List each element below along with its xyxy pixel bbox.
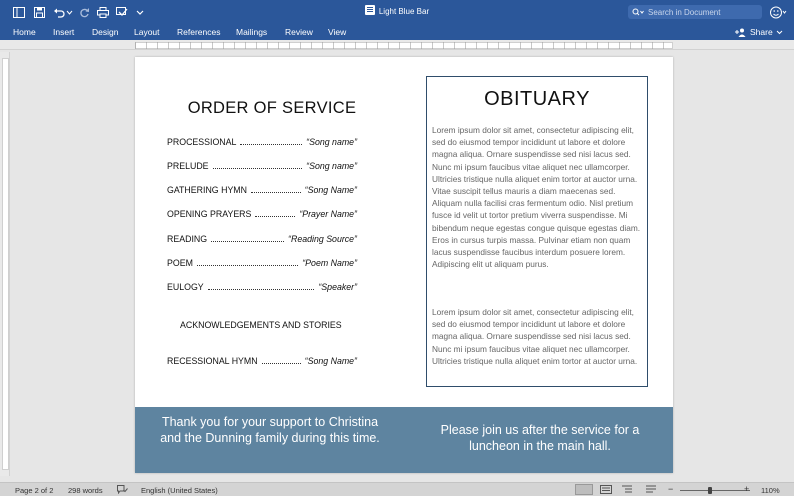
order-of-service-title: ORDER OF SERVICE: [187, 99, 357, 117]
service-item-value: “Song name”: [306, 137, 357, 147]
zoom-in-icon[interactable]: +: [744, 484, 750, 494]
add-person-icon: [735, 28, 747, 37]
title-bar: [0, 0, 794, 24]
service-item-value: “Poem Name”: [302, 258, 357, 268]
service-item: [167, 282, 357, 294]
service-item-value: “Prayer Name”: [299, 209, 357, 219]
service-item-value: “Speaker”: [318, 282, 357, 292]
feedback-smiley-icon[interactable]: [770, 5, 788, 19]
service-item-label: PROCESSIONAL: [167, 137, 237, 147]
search-box[interactable]: [628, 5, 762, 19]
vertical-ruler-active-area: [2, 58, 9, 470]
service-item-label: RECESSIONAL HYMN: [167, 356, 258, 366]
leader-dots: [211, 235, 284, 242]
word-count[interactable]: 298 words: [68, 486, 103, 495]
service-item: [167, 137, 357, 149]
leader-dots: [262, 357, 301, 364]
chevron-down-icon: [776, 29, 783, 35]
service-item-label: EULOGY: [167, 282, 204, 292]
obituary-box: [426, 76, 648, 387]
leader-dots: [255, 210, 295, 217]
search-icon: [632, 8, 644, 17]
tab-layout[interactable]: Layout: [134, 27, 160, 37]
service-item: [167, 209, 357, 221]
tab-view[interactable]: View: [328, 27, 347, 37]
proofing-icon[interactable]: [117, 485, 128, 496]
service-item-value: “Song name”: [306, 161, 357, 171]
service-item: [167, 258, 357, 270]
obituary-title: OBITUARY: [484, 88, 590, 110]
service-item-label: GATHERING HYMN: [167, 185, 247, 195]
service-item: [167, 234, 357, 246]
zoom-slider-thumb[interactable]: [708, 487, 712, 494]
leader-dots: [240, 138, 302, 145]
service-item: [167, 161, 357, 173]
service-item-value: “Song Name”: [304, 356, 357, 366]
leader-dots: [251, 186, 301, 193]
service-item-label: READING: [167, 234, 208, 244]
status-bar: [0, 482, 794, 496]
focus-view-icon[interactable]: [646, 485, 656, 496]
tab-home[interactable]: Home: [13, 27, 36, 37]
service-item-label: OPENING PRAYERS: [167, 209, 252, 219]
thank-you-message: Thank you for your support to Christina and the Dunning family during this time.: [160, 415, 380, 445]
web-layout-view-icon[interactable]: [600, 485, 612, 496]
obituary-paragraph: Lorem ipsum dolor sit amet, consectetur adipiscing elit, sed do eiusmod tempor incididunt ut labore et dolore magna aliqua. Ornare suspendisse sed nisi lacus sed. Nunc mi ipsum faucibus vitae aliquet nec ullamcorper. Ultricies tristique nulla aliquet enim tortor at auctor urna.: [432, 307, 638, 366]
tab-design[interactable]: Design: [92, 27, 119, 37]
tab-insert[interactable]: Insert: [53, 27, 75, 37]
service-item: [167, 356, 357, 368]
print-layout-view-icon[interactable]: [575, 484, 593, 495]
obituary-paragraph: Lorem ipsum dolor sit amet, consectetur adipiscing elit, sed do eiusmod tempor incididunt ut labore et dolore magna aliqua. Ornare suspendisse sed nisi lacus sed. Nunc mi ipsum faucibus vitae aliquet nec ullamcorper. Ultricies tristique nulla aliquet enim tortor at auctor urna. Vitae suscipit tellus mauris a diam maecenas sed. Aliquam nulla facilisi cras fermentum odio. Nisl pretium fusce id velit ut tortor pretium viverra suspendisse. Mi bibendum neque egestas congue quisque egestas diam. Eros in cursus turpis massa. Pulvinar etiam non quam lacus suspendisse faucibus interdum posuere lorem. Adipiscing elit ut aliquam purus.: [432, 125, 641, 270]
share-label: Share: [750, 27, 773, 37]
outline-view-icon[interactable]: [622, 485, 632, 496]
document-page[interactable]: [135, 57, 673, 473]
zoom-level[interactable]: 110%: [761, 486, 780, 495]
page-count[interactable]: Page 2 of 2: [15, 486, 54, 495]
luncheon-message: Please join us after the service for a luncheon in the main hall.: [440, 423, 640, 453]
service-item-label: POEM: [167, 258, 193, 268]
ruler-ticks: [135, 42, 673, 49]
vertical-ruler[interactable]: [0, 52, 10, 476]
service-item-label: PRELUDE: [167, 161, 209, 171]
leader-dots: [213, 162, 303, 169]
ribbon-tabs: [0, 24, 794, 40]
service-item-value: “Reading Source”: [288, 234, 357, 244]
share-button[interactable]: [735, 27, 783, 37]
horizontal-ruler[interactable]: [0, 40, 794, 50]
acknowledgements-heading: ACKNOWLEDGEMENTS AND STORIES: [180, 320, 342, 330]
search-input[interactable]: [648, 8, 760, 17]
service-item: [167, 185, 357, 197]
word-document-icon: [365, 5, 375, 15]
leader-dots: [208, 283, 315, 290]
leader-dots: [197, 259, 298, 266]
tab-review[interactable]: Review: [285, 27, 313, 37]
language-indicator[interactable]: English (United States): [141, 486, 218, 495]
tab-mailings[interactable]: Mailings: [236, 27, 268, 37]
service-item-value: “Song Name”: [304, 185, 357, 195]
zoom-slider[interactable]: [680, 490, 750, 491]
footer-band: [135, 407, 673, 473]
window-title-text: Light Blue Bar: [378, 7, 430, 16]
tab-references[interactable]: References: [177, 27, 221, 37]
zoom-out-icon[interactable]: −: [668, 484, 674, 494]
